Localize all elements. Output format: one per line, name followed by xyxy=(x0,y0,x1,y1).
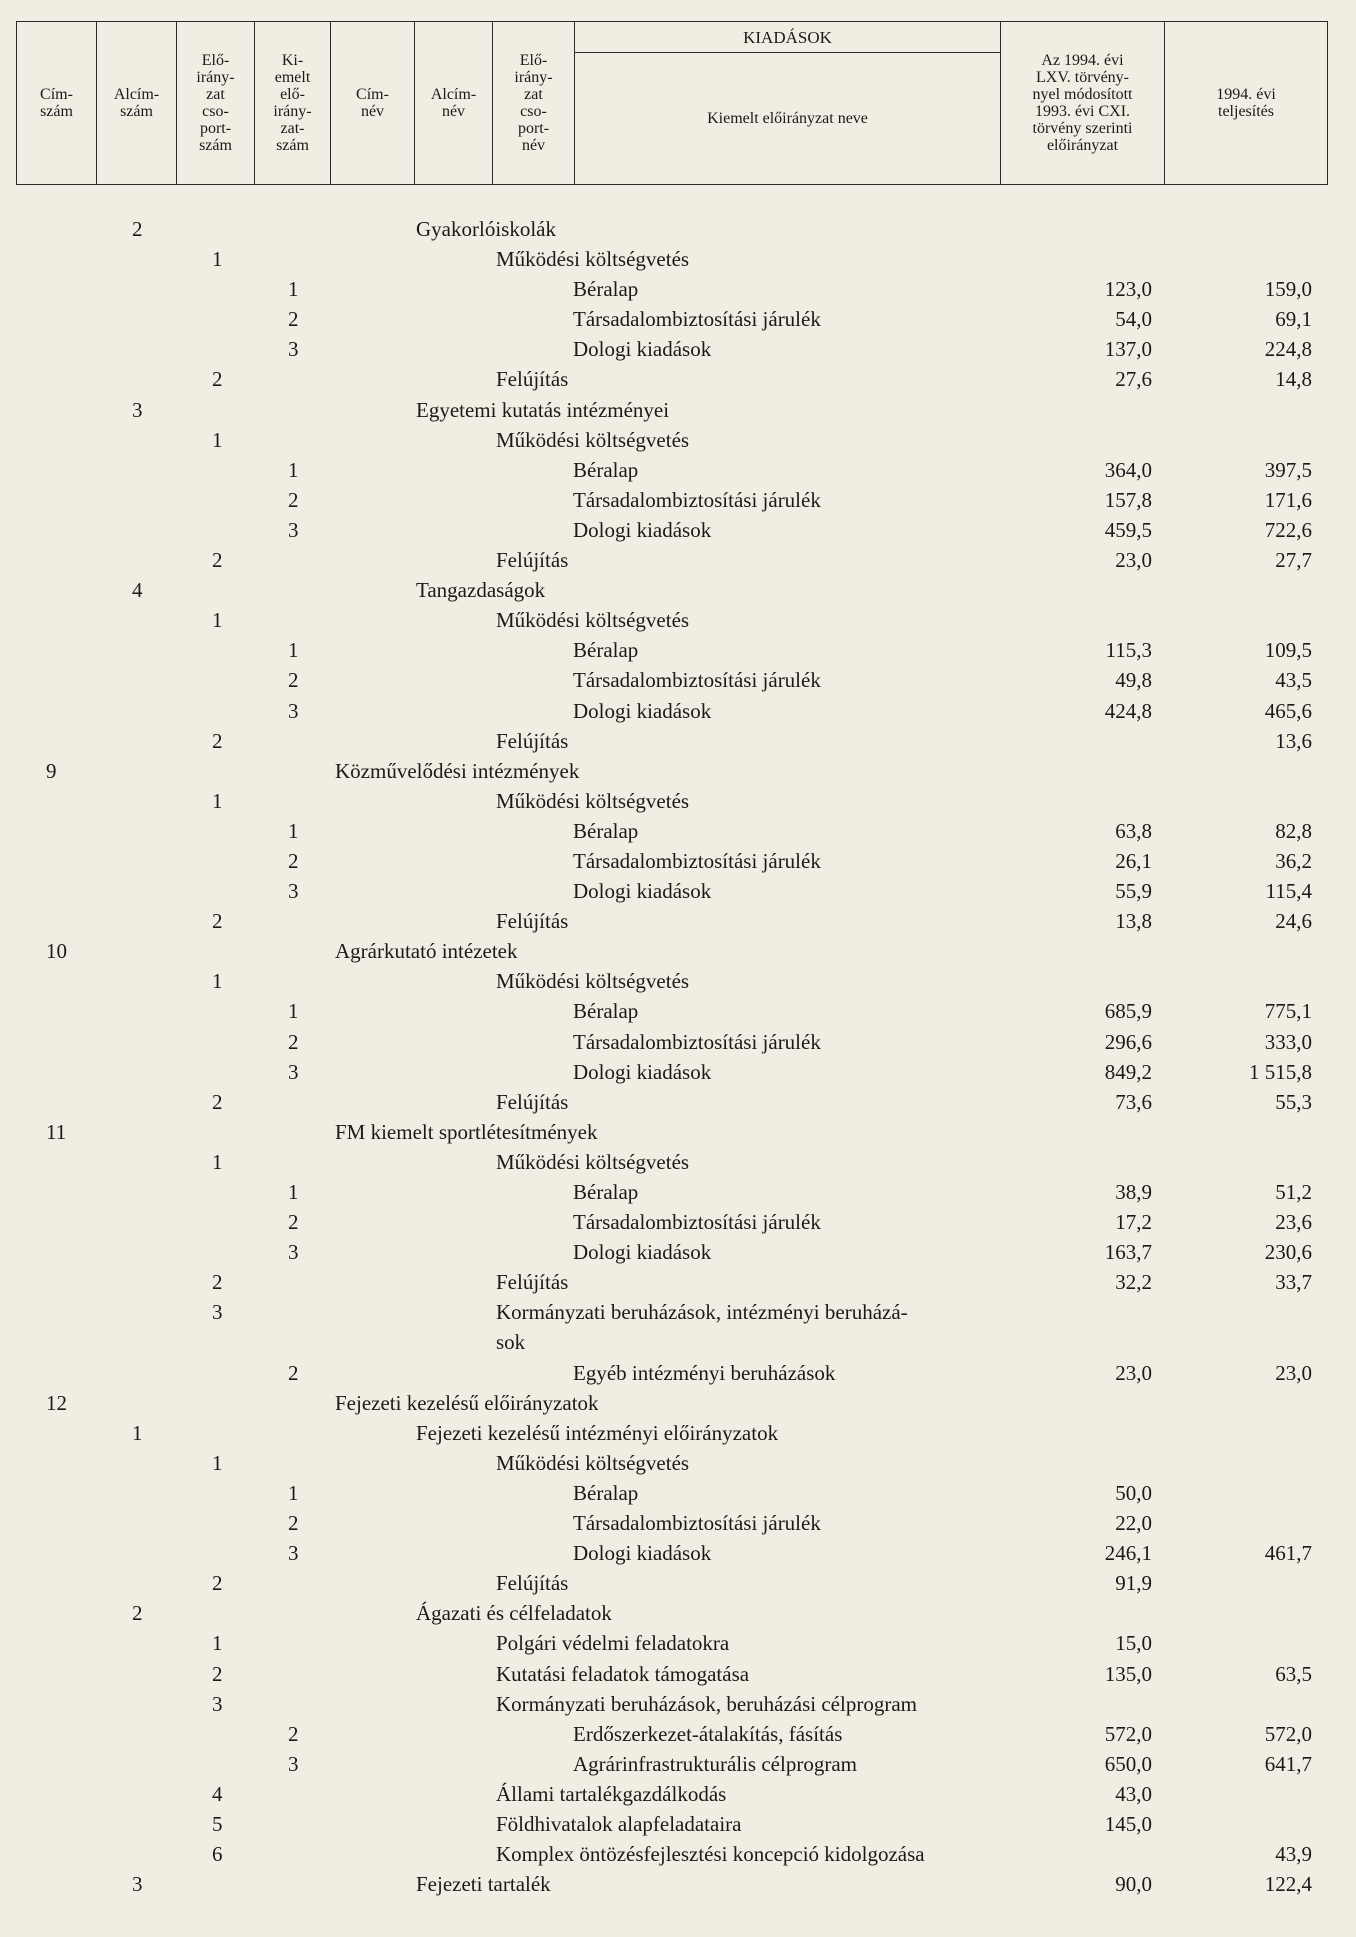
budget-row xyxy=(0,726,1356,756)
budget-row xyxy=(0,996,1356,1026)
budget-row xyxy=(0,876,1356,906)
header-line: zat- xyxy=(280,120,305,137)
header-alcim-nev xyxy=(415,22,493,185)
budget-row xyxy=(0,1869,1356,1899)
header-line: szám xyxy=(120,103,153,120)
header-line: törvény szerinti xyxy=(1032,120,1133,137)
row-name: Béralap xyxy=(573,277,639,302)
budget-row xyxy=(0,605,1356,635)
row-number: 10 xyxy=(46,939,67,964)
header-cim-szam xyxy=(17,22,97,185)
header-line: előirányzat xyxy=(1046,137,1119,154)
row-name: Felújítás xyxy=(496,1089,569,1114)
budget-row xyxy=(0,1689,1356,1719)
budget-row xyxy=(0,244,1356,274)
budget-row xyxy=(0,1117,1356,1147)
budget-row xyxy=(0,1598,1356,1628)
row-name: Dologi kiadások xyxy=(573,879,712,904)
row-eloiranyzat-value: 572,0 xyxy=(1104,1721,1152,1746)
row-name: Társadalombiztosítási járulék xyxy=(573,848,821,873)
budget-row xyxy=(0,1719,1356,1749)
row-teljesites-value: 224,8 xyxy=(1264,337,1312,362)
row-eloiranyzat-value: 849,2 xyxy=(1104,1059,1152,1084)
row-teljesites-value: 641,7 xyxy=(1264,1751,1312,1776)
row-number: 1 xyxy=(212,247,223,272)
budget-row xyxy=(0,1177,1356,1207)
row-number: 2 xyxy=(288,1210,299,1235)
header-line: Cím- xyxy=(356,86,389,103)
budget-row xyxy=(0,1057,1356,1087)
row-number: 1 xyxy=(288,457,299,482)
header-line: szám xyxy=(276,137,309,154)
row-teljesites-value: 159,0 xyxy=(1264,277,1312,302)
budget-row xyxy=(0,1749,1356,1779)
header-line: Elő- xyxy=(519,52,548,69)
row-name: Kormányzati beruházások, beruházási célprogram xyxy=(496,1691,917,1716)
row-eloiranyzat-value: 43,0 xyxy=(1115,1781,1152,1806)
row-number: 1 xyxy=(212,969,223,994)
row-number: 2 xyxy=(132,217,143,241)
header-line: cso- xyxy=(202,103,229,120)
row-name: Fejezeti kezelésű előirányzatok xyxy=(335,1390,599,1415)
budget-row xyxy=(0,485,1356,515)
row-name: Társadalombiztosítási járulék xyxy=(573,1029,821,1054)
budget-row xyxy=(0,304,1356,334)
row-eloiranyzat-value: 17,2 xyxy=(1115,1210,1152,1235)
row-eloiranyzat-value: 49,8 xyxy=(1115,668,1152,693)
row-eloiranyzat-value: 115,3 xyxy=(1105,638,1152,663)
budget-row xyxy=(0,1267,1356,1297)
row-eloiranyzat-value: 296,6 xyxy=(1104,1029,1152,1054)
header-eloiranyzat-csoportszam xyxy=(177,22,255,185)
row-name: Dologi kiadások xyxy=(573,337,712,362)
budget-row xyxy=(0,515,1356,545)
budget-row xyxy=(0,1809,1356,1839)
row-number: 2 xyxy=(212,367,223,392)
row-number: 2 xyxy=(288,487,299,512)
row-number: 1 xyxy=(288,818,299,843)
row-number: 5 xyxy=(212,1811,223,1836)
row-name: Felújítás xyxy=(496,548,569,573)
row-eloiranyzat-value: 15,0 xyxy=(1115,1631,1152,1656)
row-name: Működési költségvetés xyxy=(496,969,690,994)
row-name: Gyakorlóiskolák xyxy=(416,217,556,241)
budget-row xyxy=(0,395,1356,425)
row-number: 1 xyxy=(212,608,223,633)
row-name: Felújítás xyxy=(496,1270,569,1295)
budget-row xyxy=(0,665,1356,695)
row-number: 1 xyxy=(288,1180,299,1204)
row-number: 6 xyxy=(212,1842,223,1867)
row-eloiranyzat-value: 55,9 xyxy=(1115,879,1152,904)
row-number: 1 xyxy=(212,1149,223,1174)
row-number: 2 xyxy=(288,1360,299,1385)
header-line: zat xyxy=(206,86,225,103)
header-line: 1993. évi CXI. xyxy=(1034,103,1131,120)
row-name: Béralap xyxy=(573,999,639,1024)
header-kiemelt-eloiranyzat-neve: Kiemelt előirányzat neve xyxy=(575,53,1001,185)
budget-row xyxy=(0,1508,1356,1538)
budget-row xyxy=(0,1779,1356,1809)
row-teljesites-value: 43,9 xyxy=(1275,1842,1312,1867)
row-eloiranyzat-value: 38,9 xyxy=(1115,1180,1152,1204)
row-number: 11 xyxy=(46,1119,67,1144)
row-number: 3 xyxy=(288,698,299,723)
row-name: Dologi kiadások xyxy=(573,1541,712,1566)
row-eloiranyzat-value: 22,0 xyxy=(1115,1511,1152,1536)
row-name: Társadalombiztosítási járulék xyxy=(573,1210,821,1235)
header-alcim-szam xyxy=(97,22,177,185)
row-eloiranyzat-value: 685,9 xyxy=(1104,999,1152,1024)
budget-row xyxy=(0,274,1356,304)
row-eloiranyzat-value: 13,8 xyxy=(1115,909,1152,934)
header-kiemelt-eloiranyzatszam xyxy=(255,22,331,185)
row-name: Állami tartalékgazdálkodás xyxy=(496,1781,727,1806)
budget-row xyxy=(0,1358,1356,1388)
row-number: 1 xyxy=(288,638,299,663)
row-teljesites-value: 23,6 xyxy=(1275,1210,1312,1235)
column-header-table xyxy=(16,21,1328,185)
row-teljesites-value: 465,6 xyxy=(1264,698,1312,723)
row-number: 4 xyxy=(212,1781,223,1806)
row-eloiranyzat-value: 50,0 xyxy=(1115,1480,1152,1505)
row-number: 2 xyxy=(132,1601,143,1626)
row-name: Béralap xyxy=(573,818,639,843)
row-number: 1 xyxy=(288,1480,299,1505)
budget-row xyxy=(0,1147,1356,1177)
row-name: sok xyxy=(496,1330,526,1355)
row-teljesites-value: 33,7 xyxy=(1275,1270,1312,1295)
row-eloiranyzat-value: 246,1 xyxy=(1104,1541,1152,1566)
header-line: Cím- xyxy=(40,86,73,103)
row-number: 2 xyxy=(212,1571,223,1596)
budget-row xyxy=(0,816,1356,846)
row-number: 3 xyxy=(288,1059,299,1084)
header-line: név xyxy=(521,137,546,154)
row-eloiranyzat-value: 145,0 xyxy=(1104,1811,1152,1836)
row-eloiranyzat-value: 424,8 xyxy=(1104,698,1152,723)
row-eloiranyzat-value: 91,9 xyxy=(1115,1571,1152,1596)
row-teljesites-value: 397,5 xyxy=(1264,457,1312,482)
row-name: Kutatási feladatok támogatása xyxy=(496,1661,750,1686)
row-number: 1 xyxy=(288,999,299,1024)
row-number: 4 xyxy=(132,578,143,603)
row-name: Agrárkutató intézetek xyxy=(335,939,518,964)
row-name: Dologi kiadások xyxy=(573,698,712,723)
row-eloiranyzat-value: 157,8 xyxy=(1104,487,1152,512)
header-line: elő- xyxy=(280,86,305,103)
row-name: Dologi kiadások xyxy=(573,1240,712,1265)
row-teljesites-value: 171,6 xyxy=(1264,487,1312,512)
budget-row xyxy=(0,1418,1356,1448)
row-teljesites-value: 27,7 xyxy=(1275,548,1312,573)
row-number: 2 xyxy=(212,1661,223,1686)
budget-row xyxy=(0,635,1356,665)
row-eloiranyzat-value: 90,0 xyxy=(1115,1872,1152,1897)
row-number: 3 xyxy=(288,1240,299,1265)
row-name: Társadalombiztosítási járulék xyxy=(573,487,821,512)
budget-row xyxy=(0,936,1356,966)
row-number: 2 xyxy=(212,1089,223,1114)
row-teljesites-value: 109,5 xyxy=(1264,638,1312,663)
row-name: Működési költségvetés xyxy=(496,608,690,633)
header-line: Alcím- xyxy=(430,86,477,103)
header-line: irány- xyxy=(514,69,553,86)
header-line: zat xyxy=(524,86,543,103)
budget-row xyxy=(0,455,1356,485)
row-name: Működési költségvetés xyxy=(496,427,690,452)
row-number: 3 xyxy=(212,1300,223,1325)
budget-row xyxy=(0,1538,1356,1568)
header-line: 1994. évi xyxy=(1216,86,1276,103)
budget-row xyxy=(0,364,1356,394)
row-number: 3 xyxy=(132,1872,143,1897)
row-teljesites-value: 36,2 xyxy=(1275,848,1312,873)
row-number: 2 xyxy=(288,1029,299,1054)
row-eloiranyzat-value: 27,6 xyxy=(1115,367,1152,392)
row-name: Felújítás xyxy=(496,909,569,934)
row-number: 2 xyxy=(288,1511,299,1536)
budget-row xyxy=(0,906,1356,936)
row-name: Működési költségvetés xyxy=(496,788,690,813)
row-eloiranyzat-value: 459,5 xyxy=(1104,517,1152,542)
header-line: szám xyxy=(40,103,73,120)
budget-row xyxy=(0,1448,1356,1478)
row-eloiranyzat-value: 26,1 xyxy=(1115,848,1152,873)
row-name: Erdőszerkezet-átalakítás, fásítás xyxy=(573,1721,843,1746)
row-name: Dologi kiadások xyxy=(573,517,712,542)
row-number: 3 xyxy=(132,397,143,422)
header-line: port- xyxy=(199,120,232,137)
budget-row xyxy=(0,425,1356,455)
header-line: szám xyxy=(199,137,232,154)
row-name: Felújítás xyxy=(496,367,569,392)
row-teljesites-value: 63,5 xyxy=(1275,1661,1312,1686)
row-number: 2 xyxy=(288,1721,299,1746)
row-number: 1 xyxy=(288,277,299,302)
budget-row xyxy=(0,1207,1356,1237)
row-teljesites-value: 69,1 xyxy=(1275,307,1312,332)
row-teljesites-value: 13,6 xyxy=(1275,728,1312,753)
header-line: cso- xyxy=(520,103,547,120)
budget-row xyxy=(0,1327,1356,1357)
row-name: Felújítás xyxy=(496,1571,569,1596)
row-eloiranyzat-value: 123,0 xyxy=(1104,277,1152,302)
row-eloiranyzat-value: 364,0 xyxy=(1104,457,1152,482)
header-line: név xyxy=(441,103,466,120)
row-eloiranyzat-value: 23,0 xyxy=(1115,548,1152,573)
row-number: 2 xyxy=(288,848,299,873)
row-teljesites-value: 51,2 xyxy=(1275,1180,1312,1204)
header-kiadasok: KIADÁSOK xyxy=(575,22,1001,53)
budget-row xyxy=(0,846,1356,876)
row-name: Fejezeti kezelésű intézményi előirányzatok xyxy=(416,1420,779,1445)
row-name: FM kiemelt sportlétesítmények xyxy=(335,1119,598,1144)
budget-row xyxy=(0,545,1356,575)
row-teljesites-value: 55,3 xyxy=(1275,1089,1312,1114)
row-eloiranyzat-value: 32,2 xyxy=(1115,1270,1152,1295)
row-eloiranyzat-value: 63,8 xyxy=(1115,818,1152,843)
row-eloiranyzat-value: 54,0 xyxy=(1115,307,1152,332)
row-teljesites-value: 775,1 xyxy=(1264,999,1312,1024)
budget-row xyxy=(0,966,1356,996)
budget-row xyxy=(0,1628,1356,1658)
row-name: Egyetemi kutatás intézményei xyxy=(416,397,670,422)
row-teljesites-value: 122,4 xyxy=(1264,1872,1312,1897)
row-eloiranyzat-value: 650,0 xyxy=(1104,1751,1152,1776)
budget-row xyxy=(0,1659,1356,1689)
row-name: Kormányzati beruházások, intézményi beruházá- xyxy=(496,1300,908,1325)
row-number: 1 xyxy=(212,1450,223,1475)
header-line: nyel módosított xyxy=(1032,86,1133,103)
row-eloiranyzat-value: 137,0 xyxy=(1104,337,1152,362)
header-line: LXV. törvény- xyxy=(1035,69,1130,86)
row-name: Polgári védelmi feladatokra xyxy=(496,1631,730,1656)
row-name: Közművelődési intézmények xyxy=(335,758,580,783)
row-name: Társadalombiztosítási járulék xyxy=(573,1511,821,1536)
row-number: 9 xyxy=(46,758,57,783)
header-line: irány- xyxy=(196,69,235,86)
row-number: 3 xyxy=(288,1751,299,1776)
budget-row xyxy=(0,1388,1356,1418)
row-teljesites-value: 24,6 xyxy=(1275,909,1312,934)
header-line: Az 1994. évi xyxy=(1041,52,1124,69)
header-line: Ki- xyxy=(281,52,304,69)
row-teljesites-value: 14,8 xyxy=(1275,367,1312,392)
row-name: Dologi kiadások xyxy=(573,1059,712,1084)
row-number: 2 xyxy=(288,668,299,693)
row-number: 12 xyxy=(46,1390,67,1415)
budget-row xyxy=(0,1839,1356,1869)
row-number: 1 xyxy=(212,788,223,813)
row-teljesites-value: 82,8 xyxy=(1275,818,1312,843)
budget-row xyxy=(0,214,1356,244)
row-teljesites-value: 572,0 xyxy=(1264,1721,1312,1746)
row-number: 2 xyxy=(212,909,223,934)
row-number: 3 xyxy=(288,517,299,542)
budget-row xyxy=(0,1297,1356,1327)
row-name: Komplex öntözésfejlesztési koncepció kidolgozása xyxy=(496,1842,925,1867)
row-name: Béralap xyxy=(573,1180,639,1204)
row-name: Béralap xyxy=(573,638,639,663)
row-name: Működési költségvetés xyxy=(496,1149,690,1174)
row-number: 1 xyxy=(212,1631,223,1656)
row-name: Működési költségvetés xyxy=(496,247,690,272)
header-line: teljesítés xyxy=(1218,103,1274,120)
row-eloiranyzat-value: 23,0 xyxy=(1115,1360,1152,1385)
row-teljesites-value: 43,5 xyxy=(1275,668,1312,693)
row-number: 2 xyxy=(212,548,223,573)
budget-row xyxy=(0,1237,1356,1267)
row-eloiranyzat-value: 135,0 xyxy=(1104,1661,1152,1686)
row-teljesites-value: 115,4 xyxy=(1265,879,1312,904)
row-name: Földhivatalok alapfeladataira xyxy=(496,1811,742,1836)
row-name: Társadalombiztosítási járulék xyxy=(573,307,821,332)
header-eloiranyzat-csoportnev xyxy=(493,22,575,185)
row-teljesites-value: 722,6 xyxy=(1264,517,1312,542)
row-name: Fejezeti tartalék xyxy=(416,1872,551,1897)
header-line: név xyxy=(360,103,385,120)
row-number: 2 xyxy=(212,728,223,753)
budget-row xyxy=(0,1568,1356,1598)
row-name: Agrárinfrastrukturális célprogram xyxy=(573,1751,857,1776)
header-teljesites xyxy=(1165,22,1328,185)
budget-row xyxy=(0,786,1356,816)
header-line: irány- xyxy=(273,103,312,120)
budget-row xyxy=(0,1027,1356,1057)
row-number: 2 xyxy=(288,307,299,332)
row-name: Társadalombiztosítási járulék xyxy=(573,668,821,693)
row-number: 3 xyxy=(288,1541,299,1566)
header-line: Alcím- xyxy=(113,86,160,103)
row-teljesites-value: 333,0 xyxy=(1264,1029,1312,1054)
row-name: Egyéb intézményi beruházások xyxy=(573,1360,836,1385)
header-cim-nev xyxy=(331,22,415,185)
row-teljesites-value: 230,6 xyxy=(1264,1240,1312,1265)
row-number: 3 xyxy=(288,337,299,362)
row-name: Tangazdaságok xyxy=(416,578,546,603)
header-modositott-eloiranyzat xyxy=(1001,22,1165,185)
budget-row xyxy=(0,1087,1356,1117)
row-name: Béralap xyxy=(573,457,639,482)
budget-row xyxy=(0,334,1356,364)
row-number: 3 xyxy=(288,879,299,904)
row-eloiranyzat-value: 73,6 xyxy=(1115,1089,1152,1114)
budget-row xyxy=(0,756,1356,786)
header-line: port- xyxy=(517,120,550,137)
row-teljesites-value: 461,7 xyxy=(1264,1541,1312,1566)
row-eloiranyzat-value: 163,7 xyxy=(1104,1240,1152,1265)
row-name: Működési költségvetés xyxy=(496,1450,690,1475)
row-name: Felújítás xyxy=(496,728,569,753)
row-teljesites-value: 23,0 xyxy=(1275,1360,1312,1385)
header-line: emelt xyxy=(274,69,311,86)
row-number: 3 xyxy=(212,1691,223,1716)
row-number: 1 xyxy=(212,427,223,452)
row-number: 2 xyxy=(212,1270,223,1295)
budget-rows xyxy=(0,214,1356,1899)
budget-row xyxy=(0,696,1356,726)
header-line: Elő- xyxy=(201,52,230,69)
row-name: Béralap xyxy=(573,1480,639,1505)
row-name: Ágazati és célfeladatok xyxy=(416,1601,612,1626)
budget-row xyxy=(0,575,1356,605)
budget-row xyxy=(0,1478,1356,1508)
row-teljesites-value: 1 515,8 xyxy=(1249,1059,1312,1084)
row-number: 1 xyxy=(132,1420,143,1445)
